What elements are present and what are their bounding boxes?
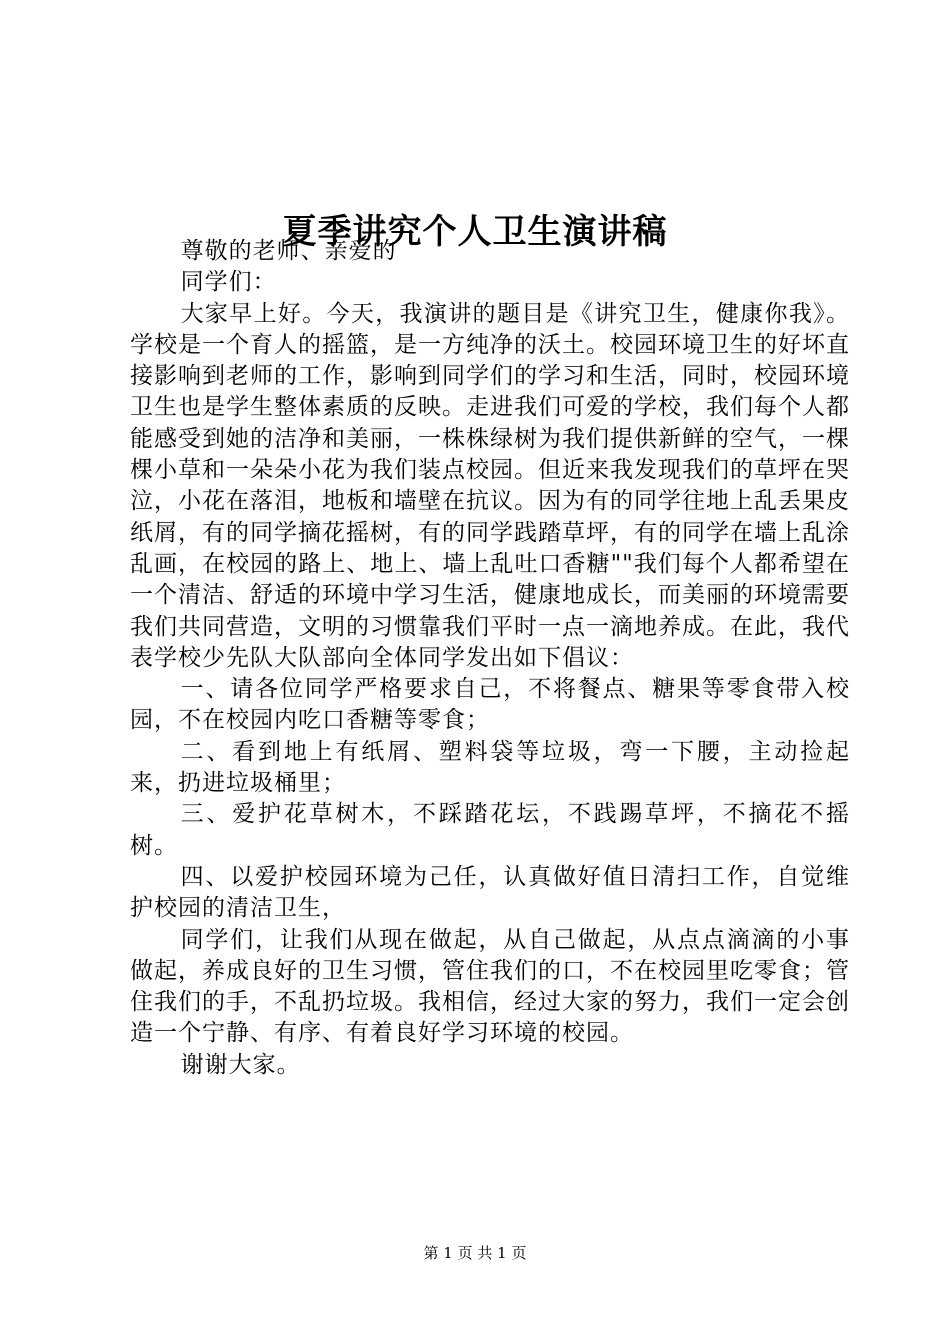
paragraph-proposal-4: 四、以爱护校园环境为己任，认真做好值日清扫工作，自觉维护校园的清洁卫生， [130,863,850,922]
paragraph-thanks: 谢谢大家。 [180,1051,301,1078]
document-body [130,236,850,1081]
paragraph-main: 大家早上好。今天，我演讲的题目是《讲究卫生，健康你我》。学校是一个育人的摇篮，是一方纯净的沃土。校园环境卫生的好坏直接影响到老师的工作，影响到同学们的学习和生活，同时，校园环境卫生也是学生整体素质的反映。走进我们可爱的学校，我们每个人都能感受到她的洁净和美丽，一株株绿树为我们提供新鲜的空气，一棵棵小草和一朵朵小花为我们装点校园。但近来我发现我们的草坪在哭泣，小花在落泪，地板和墙壁在抗议。因为有的同学往地上乱丢果皮纸屑，有的同学摘花摇树，有的同学践踏草坪，有的同学在墙上乱涂乱画，在校园的路上、地上、墙上乱吐口香糖""我们每个人都希望在一个清洁、舒适的环境中学习生活，健康地成长，而美丽的环境需要我们共同营造，文明的习惯靠我们平时一点一滴地养成。在此，我代表学校少先队大队部向全体同学发出如下倡议： [130,300,850,671]
paragraph-proposal-3: 三、爱护花草树木，不踩踏花坛，不践踢草坪，不摘花不摇树。 [130,801,850,859]
paragraph-proposal-2: 二、看到地上有纸屑、塑料袋等垃圾，弯一下腰，主动捡起来，扔进垃圾桶里； [130,738,850,797]
paragraph-salutation-1: 尊敬的老师、亲爱的 [180,238,397,264]
paragraph-proposal-1: 一、请各位同学严格要求自己，不将餐点、糖果等零食带入校园，不在校园内吃口香糖等零食； [130,676,850,734]
paragraph-closing: 同学们，让我们从现在做起，从自己做起，从点点滴滴的小事做起，养成良好的卫生习惯，管住我们的口，不在校园里吃零食；管住我们的手，不乱扔垃圾。我相信，经过大家的努力，我们一定会创造一个宁静、有序、有着良好学习环境的校园。 [130,926,850,1047]
page-footer: 第 1 页 共 1 页 [423,1244,527,1262]
document-title: 夏季讲究个人卫生演讲稿 [282,211,668,252]
paragraph-salutation-2: 同学们： [180,269,277,296]
